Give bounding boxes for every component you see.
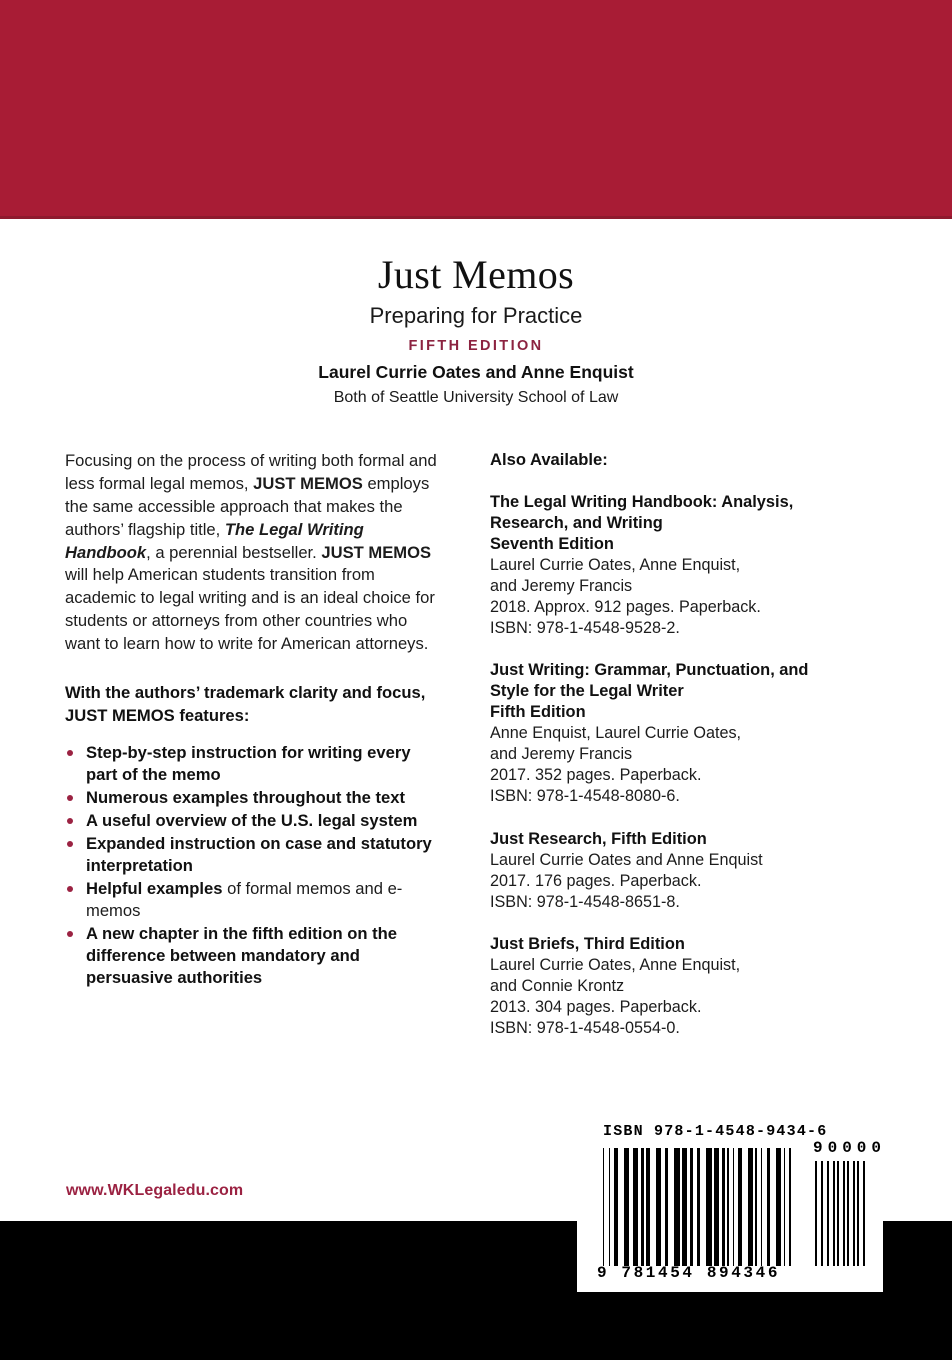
related-book-isbn: ISBN: 978-1-4548-9528-2. [490, 619, 680, 638]
related-book-edition: Seventh Edition [490, 535, 614, 553]
related-book-authors-1: Anne Enquist, Laurel Currie Oates, [490, 724, 742, 743]
features-list [65, 742, 445, 990]
feature-bold-text: Step-by-step instruction for writing every part of the memo [86, 742, 411, 784]
top-crimson-band [0, 0, 952, 219]
related-book-pub-info: 2017. 352 pages. Paperback. [490, 766, 702, 785]
bullet-dot-icon [67, 886, 73, 892]
affiliation-line: Both of Seattle University School of Law [333, 389, 619, 407]
related-book-authors-1: Laurel Currie Oates, Anne Enquist, [490, 955, 741, 974]
related-book-authors-2: and Jeremy Francis [490, 745, 633, 764]
right-column [490, 450, 850, 1039]
also-available-heading: Also Available: [490, 450, 608, 469]
related-book-pub-info: 2017. 176 pages. Paperback. [490, 871, 702, 890]
related-book-authors-1: Laurel Currie Oates and Anne Enquist [490, 850, 763, 869]
features-heading: With the authors’ trademark clarity and focus, JUST MEMOS features: [65, 683, 426, 725]
blurb-part1: Focusing on the process of writing both formal and less formal legal memos, [65, 451, 437, 493]
list-item [65, 787, 445, 809]
blurb-bolditalic1: The Legal Writing Handbook [65, 519, 364, 562]
book-title: Just Memos [377, 252, 575, 297]
related-book-pub-info: 2018. Approx. 912 pages. Paperback. [490, 598, 761, 617]
bullet-dot-icon [67, 795, 73, 801]
barcode-ean-digits: 9 781454 894346 [597, 1264, 781, 1282]
blurb-part3: , a perennial bestseller. [146, 542, 322, 562]
barcode-addon-digits: 90000 [813, 1139, 887, 1157]
top-band-edge-line [0, 216, 952, 219]
related-book-authors-1: Laurel Currie Oates, Anne Enquist, [490, 556, 741, 574]
barcode-bars-ean13 [603, 1148, 793, 1266]
related-book-authors-2: and Jeremy Francis [490, 577, 633, 596]
blurb-part4: will help American students transition from academic to legal writing and is an ideal choice for students or attorneys from other countries who want to learn how to write for American attorneys. [65, 565, 435, 654]
list-item [65, 810, 445, 832]
book-subtitle: Preparing for Practice [369, 303, 583, 328]
feature-bold-text: A new chapter in the fifth edition on the difference between mandatory and persuasive authorities [86, 924, 397, 988]
feature-bold-text: Expanded instruction on case and statutory interpretation [86, 834, 432, 876]
feature-bold-text: Helpful examples [86, 879, 223, 899]
authors-line: Laurel Currie Oates and Anne Enquist [318, 362, 634, 383]
bullet-dot-icon [67, 818, 73, 824]
bullet-dot-icon [67, 931, 73, 937]
related-book-title: Just Briefs, Third Edition [490, 934, 685, 953]
related-book-pub-info: 2013. 304 pages. Paperback. [490, 997, 702, 1016]
list-item [65, 923, 445, 989]
barcode-block [577, 1112, 887, 1292]
title-block [0, 254, 952, 407]
barcode-bars-addon [815, 1161, 867, 1266]
list-item [65, 742, 445, 786]
list-item [490, 829, 850, 913]
bullet-dot-icon [67, 750, 73, 756]
related-book-isbn: ISBN: 978-1-4548-8651-8. [490, 892, 680, 911]
barcode-isbn-label: ISBN 978-1-4548-9434-6 [603, 1123, 828, 1140]
publisher-url[interactable]: www.WKLegaledu.com [66, 1182, 244, 1199]
edition-label: FIFTH EDITION [408, 338, 544, 355]
description-paragraph [65, 450, 445, 656]
feature-bold-text: A useful overview of the U.S. legal system [86, 810, 418, 830]
list-item [65, 878, 445, 922]
list-item [65, 833, 445, 877]
left-column [65, 450, 445, 990]
related-book-authors-2: and Connie Krontz [490, 976, 625, 995]
related-book-title: Just Writing: Grammar, Punctuation, and Style for the Legal Writer [490, 661, 809, 701]
related-book-title: The Legal Writing Handbook: Analysis, Research, and Writing [490, 493, 794, 532]
list-item [490, 492, 850, 639]
related-book-isbn: ISBN: 978-1-4548-8080-6. [490, 787, 680, 806]
bullet-dot-icon [67, 841, 73, 847]
blurb-bold1: JUST MEMOS [253, 473, 363, 493]
list-item [490, 660, 850, 807]
blurb-part2: employs the same accessible approach that makes the authors’ flagship title, [65, 473, 430, 539]
blurb-bold2: JUST MEMOS [321, 542, 432, 562]
feature-bold-text: Numerous examples throughout the text [86, 787, 406, 807]
list-item [490, 934, 850, 1039]
related-book-title: Just Research, Fifth Edition [490, 829, 707, 848]
related-book-isbn: ISBN: 978-1-4548-0554-0. [490, 1018, 680, 1037]
feature-light-text: of formal memos and e-memos [86, 879, 403, 921]
related-book-edition: Fifth Edition [490, 703, 586, 722]
